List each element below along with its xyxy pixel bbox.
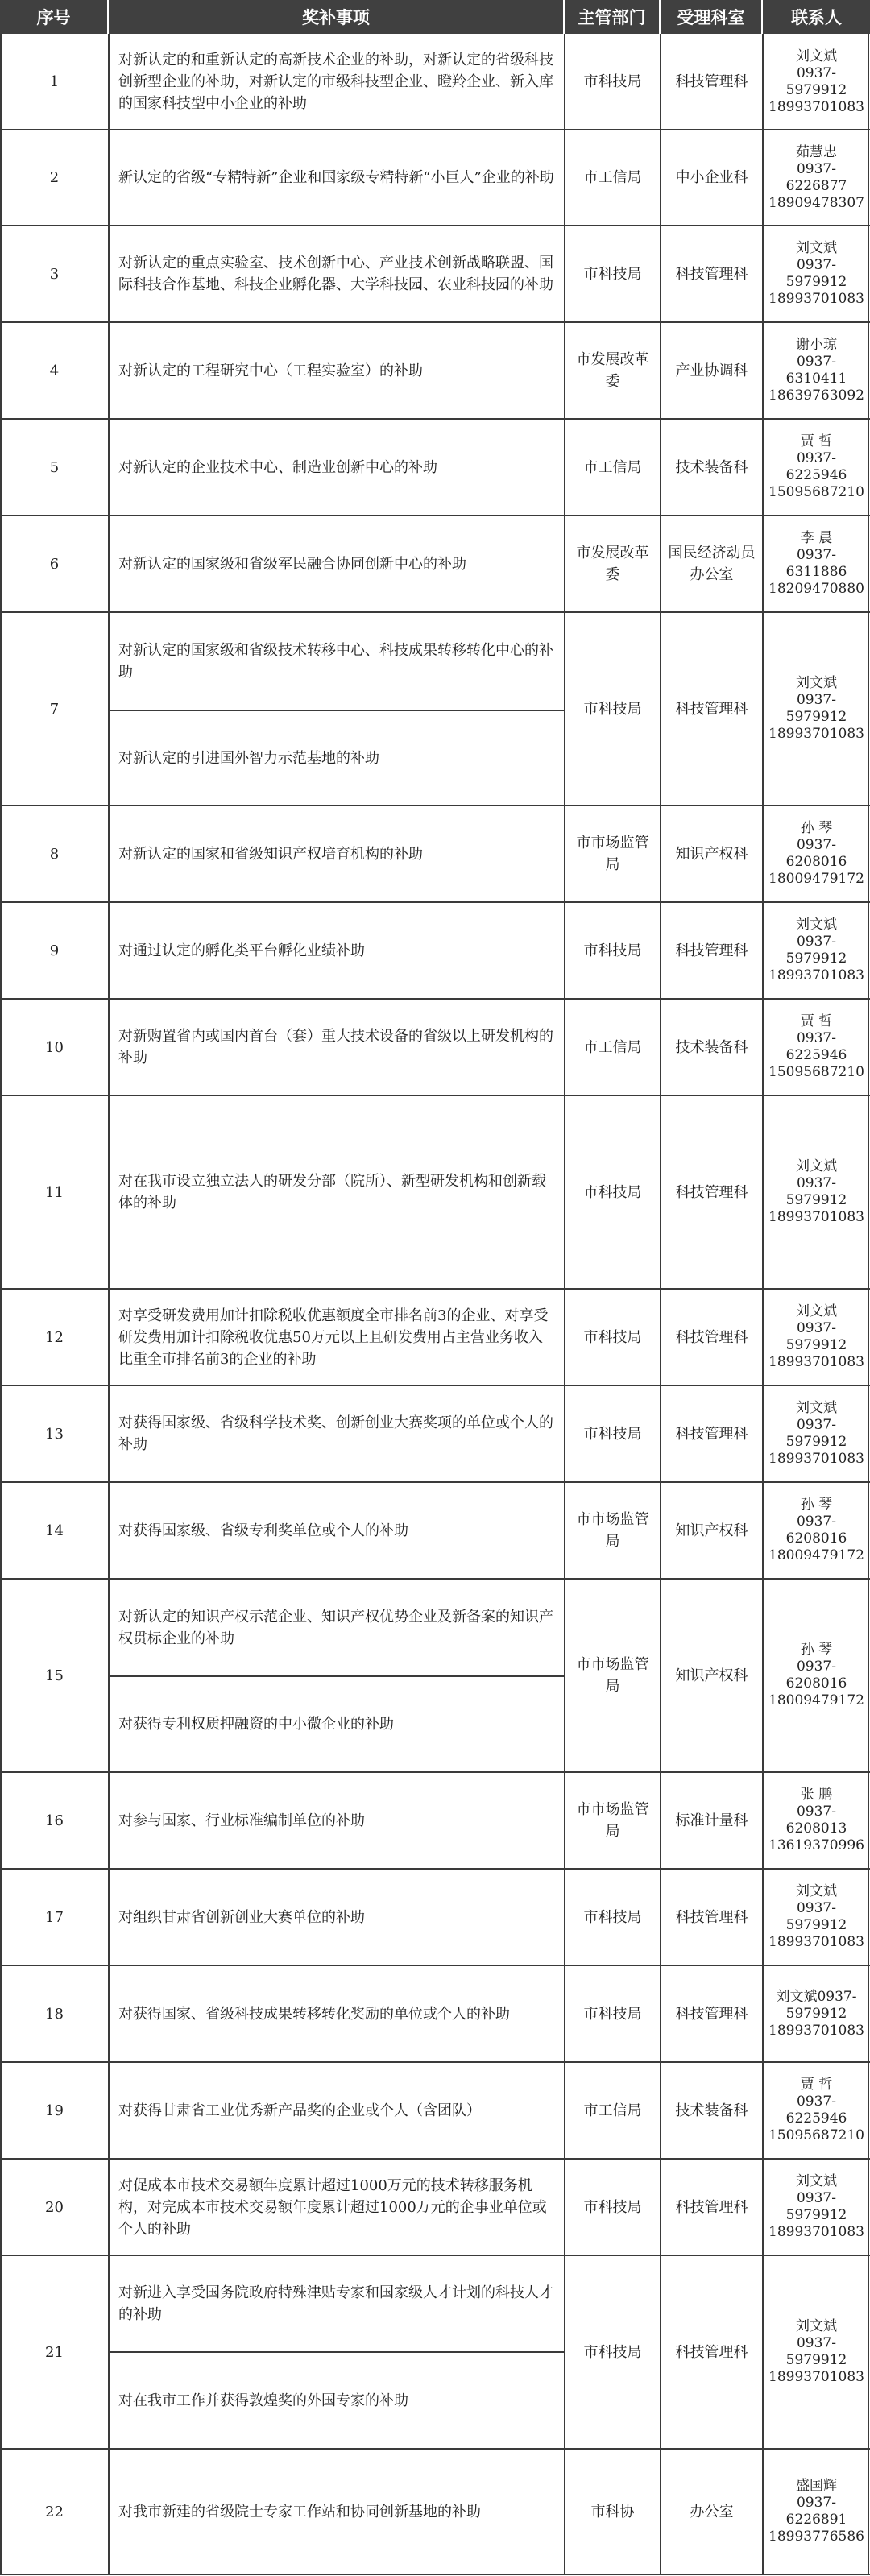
row-number: 1 [49, 73, 60, 90]
contact-line: 0937- [796, 2190, 836, 2206]
contact-line: 5979912 [785, 1917, 847, 1933]
contact-line: 刘文斌 [796, 1303, 837, 1319]
contact-line: 6225946 [785, 1047, 847, 1063]
contact-line: 18993701083 [768, 2022, 864, 2039]
row-number: 10 [45, 1038, 64, 1056]
office: 科技管理科 [675, 2005, 748, 2023]
contact-line: 孙 琴 [800, 1642, 833, 1658]
department: 市科技局 [583, 1425, 642, 1443]
column-divider [868, 34, 869, 2574]
row-number: 7 [49, 700, 60, 718]
contact-info [763, 1869, 870, 1965]
row-divider [0, 2574, 870, 2575]
office: 国民经济动员办公室 [668, 545, 756, 583]
subsidy-item: 对新认定的企业技术中心、制造业创新中心的补助 [118, 458, 437, 476]
office: 科技管理科 [675, 2343, 748, 2361]
contact-line: 6311886 [785, 564, 847, 580]
header-item: 奖补事项 [109, 0, 565, 34]
department: 市科技局 [583, 1908, 642, 1926]
contact-info [763, 612, 870, 806]
contact-line: 谢小琼 [796, 337, 837, 353]
subsidy-item: 对组织甘肃省创新创业大赛单位的补助 [118, 1908, 365, 1926]
contact-line: 孙 琴 [800, 1497, 833, 1513]
contact-line: 刘文斌0937- [776, 1988, 857, 2005]
contact-line: 18209470880 [768, 581, 864, 597]
contact-info [763, 1289, 870, 1385]
contact-info [763, 1482, 870, 1579]
contact-line: 18993701083 [768, 1209, 864, 1225]
contact-line: 5979912 [785, 1337, 847, 1353]
contact-line: 18993701083 [768, 1354, 864, 1370]
row-number: 16 [45, 1812, 64, 1829]
department: 市科技局 [583, 1183, 642, 1201]
office: 科技管理科 [675, 1425, 748, 1443]
row-number: 4 [49, 362, 60, 379]
sub-row-divider [109, 2351, 565, 2353]
contact-line: 6208016 [785, 854, 847, 870]
contact-line: 6226891 [785, 2512, 847, 2528]
department: 市科技局 [583, 2005, 642, 2023]
contact-line: 刘文斌 [796, 917, 837, 933]
subsidy-item: 对在我市工作并获得敦煌奖的外国专家的补助 [118, 2392, 408, 2409]
row-number: 2 [49, 169, 60, 186]
contact-line: 5979912 [785, 2207, 847, 2223]
contact-info [763, 1385, 870, 1482]
contact-line: 刘文斌 [796, 1400, 837, 1416]
contact-line: 18993701083 [768, 291, 864, 307]
row-number: 18 [45, 2005, 64, 2023]
contact-line: 0937- [796, 1514, 836, 1530]
department: 市市场监管局 [576, 1656, 649, 1695]
subsidy-item: 对通过认定的孵化类平台孵化业绩补助 [118, 942, 365, 959]
subsidy-item: 对在我市设立独立法人的研发分部（院所）、新型研发机构和创新载体的补助 [118, 1173, 546, 1211]
row-number: 8 [49, 845, 60, 863]
contact-line: 0937- [796, 547, 836, 563]
subsidy-item: 对获得甘肃省工业优秀新产品奖的企业或个人（含团队） [118, 2102, 481, 2119]
department: 市科技局 [583, 73, 642, 90]
department: 市工信局 [583, 2102, 642, 2119]
contact-info [763, 2062, 870, 2159]
office: 科技管理科 [675, 1183, 748, 1201]
contact-info [763, 419, 870, 516]
contact-line: 15095687210 [768, 484, 864, 500]
contact-line: 5979912 [785, 2352, 847, 2368]
department: 市发展改革委 [576, 545, 649, 583]
header-contact: 联系人 [763, 0, 870, 34]
department: 市工信局 [583, 458, 642, 476]
contact-info [763, 130, 870, 226]
contact-info [763, 2449, 870, 2574]
contact-info [763, 1095, 870, 1289]
contact-line: 刘文斌 [796, 2173, 837, 2189]
contact-line: 刘文斌 [796, 1158, 837, 1174]
contact-line: 刘文斌 [796, 48, 837, 64]
subsidy-item: 对享受研发费用加计扣除税收优惠额度全市排名前3的企业、对享受研发费用加计扣除税收优惠50万元以上且研发费用占主营业务收入比重全市排名前3的企业的补助 [118, 1307, 549, 1368]
contact-line: 0937- [796, 2495, 836, 2511]
contact-line: 盛国辉 [796, 2478, 837, 2494]
contact-line: 18993776586 [768, 2528, 864, 2545]
contact-line: 0937- [796, 1804, 836, 1820]
subsidy-item: 对新认定的和重新认定的高新技术企业的补助，对新认定的省级科技创新型企业的补助，对新认定的市级科技型企业、瞪羚企业、新入库的国家科技型中小企业的补助 [118, 52, 553, 112]
contact-line: 0937- [796, 692, 836, 708]
subsidy-item: 对新购置省内或国内首台（套）重大技术设备的省级以上研发机构的补助 [118, 1028, 553, 1066]
office: 技术装备科 [675, 1038, 748, 1056]
department: 市科技局 [583, 2343, 642, 2361]
department: 市市场监管局 [576, 835, 649, 873]
subsidy-item: 对新认定的国家和省级知识产权培育机构的补助 [118, 845, 423, 863]
subsidy-item: 对我市新建的省级院士专家工作站和协同创新基地的补助 [118, 2503, 481, 2520]
contact-info [763, 34, 870, 130]
contact-line: 6226877 [785, 177, 847, 194]
contact-info [763, 1772, 870, 1869]
subsidy-item: 对新认定的重点实验室、技术创新中心、产业技术创新战略联盟、国际科技合作基地、科技企业孵化器、大学科技园、农业科技园的补助 [118, 255, 553, 293]
contact-line: 5979912 [785, 81, 847, 98]
row-number: 13 [45, 1425, 64, 1443]
contact-info [763, 806, 870, 902]
contact-line: 5979912 [785, 2005, 847, 2022]
contact-info [763, 2159, 870, 2255]
office: 科技管理科 [675, 265, 748, 283]
column-divider [762, 34, 764, 2574]
contact-line: 0937- [796, 354, 836, 370]
contact-line: 18993701083 [768, 2369, 864, 2385]
contact-line: 6208013 [785, 1820, 847, 1837]
row-number: 21 [45, 2343, 64, 2361]
contact-line: 18639763092 [768, 387, 864, 404]
contact-line: 0937- [796, 1900, 836, 1916]
contact-line: 6208016 [785, 1675, 847, 1692]
office: 科技管理科 [675, 2198, 748, 2216]
row-number: 9 [49, 942, 60, 959]
office: 中小企业科 [675, 169, 748, 186]
office: 技术装备科 [675, 2102, 748, 2119]
contact-line: 6310411 [785, 371, 847, 387]
office: 产业协调科 [675, 362, 748, 379]
contact-line: 刘文斌 [796, 2318, 837, 2334]
subsidy-item: 对新认定的国家级和省级军民融合协同创新中心的补助 [118, 555, 466, 573]
row-number: 19 [45, 2102, 64, 2119]
contact-line: 张 鹏 [800, 1787, 833, 1803]
contact-line: 0937- [796, 1030, 836, 1046]
office: 知识产权科 [675, 1667, 748, 1684]
contact-line: 贾 哲 [800, 2077, 833, 2093]
subsidy-item: 新认定的省级“专精特新”企业和国家级专精特新“小巨人”企业的补助 [118, 169, 554, 186]
contact-line: 李 晨 [800, 530, 833, 546]
column-divider [660, 34, 661, 2574]
contact-line: 18993701083 [768, 726, 864, 742]
row-number: 5 [49, 458, 60, 476]
contact-line: 18993701083 [768, 1451, 864, 1467]
contact-line: 0937- [796, 1417, 836, 1433]
row-number: 17 [45, 1908, 64, 1926]
subsidy-item: 对新认定的工程研究中心（工程实验室）的补助 [118, 362, 423, 379]
contact-line: 茹慧忠 [796, 143, 837, 160]
office: 知识产权科 [675, 1522, 748, 1539]
column-divider [108, 34, 110, 2574]
header-office: 受理科室 [661, 0, 763, 34]
subsidy-item: 对促成本市技术交易额年度累计超过1000万元的技术转移服务机构，对完成本市技术交易额年度累计超过1000万元的企事业单位或个人的补助 [118, 2176, 547, 2238]
department: 市工信局 [583, 1038, 642, 1056]
contact-line: 5979912 [785, 950, 847, 967]
office: 标准计量科 [675, 1812, 748, 1829]
row-number: 22 [45, 2503, 64, 2520]
office: 科技管理科 [675, 942, 748, 959]
row-number: 6 [49, 555, 60, 573]
office: 科技管理科 [675, 1328, 748, 1346]
contact-line: 0937- [796, 1320, 836, 1336]
department: 市市场监管局 [576, 1511, 649, 1550]
row-number: 11 [45, 1183, 64, 1201]
row-number: 14 [45, 1522, 64, 1539]
contact-line: 0937- [796, 257, 836, 273]
office: 科技管理科 [675, 1908, 748, 1926]
contact-info [763, 999, 870, 1095]
contact-line: 刘文斌 [796, 675, 837, 691]
contact-line: 0937- [796, 934, 836, 950]
header-num: 序号 [0, 0, 109, 34]
office: 科技管理科 [675, 700, 748, 718]
contact-line: 18993701083 [768, 967, 864, 984]
contact-line: 13619370996 [768, 1837, 864, 1853]
contact-line: 6225946 [785, 2110, 847, 2127]
department: 市发展改革委 [576, 351, 649, 390]
contact-line: 0937- [796, 2094, 836, 2110]
department: 市科协 [590, 2503, 635, 2520]
contact-line: 18993701083 [768, 98, 864, 115]
contact-info [763, 1579, 870, 1772]
contact-line: 5979912 [785, 1192, 847, 1208]
subsidy-item: 对新进入享受国务院政府特殊津贴专家和国家级人才计划的科技人才的补助 [118, 2284, 553, 2323]
contact-line: 孙 琴 [800, 820, 833, 836]
subsidy-item: 对获得国家级、省级专利奖单位或个人的补助 [118, 1522, 408, 1539]
subsidy-item: 对新认定的国家级和省级技术转移中心、科技成果转移转化中心的补助 [118, 642, 553, 681]
contact-line: 15095687210 [768, 1064, 864, 1080]
subsidy-item: 对获得专利权质押融资的中小微企业的补助 [118, 1716, 394, 1733]
contact-line: 6225946 [785, 467, 847, 483]
column-divider [0, 34, 2, 2574]
contact-line: 0937- [796, 1175, 836, 1191]
department: 市科技局 [583, 265, 642, 283]
department: 市工信局 [583, 169, 642, 186]
department: 市科技局 [583, 2198, 642, 2216]
contact-info [763, 1965, 870, 2062]
department: 市科技局 [583, 942, 642, 959]
contact-line: 5979912 [785, 709, 847, 725]
contact-line: 18993701083 [768, 2224, 864, 2240]
contact-line: 18009479172 [768, 1547, 864, 1563]
sub-row-divider [109, 710, 565, 711]
department: 市市场监管局 [576, 1801, 649, 1840]
sub-row-divider [109, 1675, 565, 1677]
contact-info [763, 226, 870, 322]
subsidy-item: 对新认定的知识产权示范企业、知识产权优势企业及新备案的知识产权贯标企业的补助 [118, 1608, 553, 1647]
contact-line: 0937- [796, 64, 836, 81]
contact-line: 15095687210 [768, 2127, 864, 2143]
office: 科技管理科 [675, 73, 748, 90]
contact-line: 5979912 [785, 1434, 847, 1450]
contact-line: 刘文斌 [796, 240, 837, 256]
column-divider [564, 34, 566, 2574]
row-number: 12 [45, 1328, 64, 1346]
row-number: 20 [45, 2198, 64, 2216]
subsidy-item: 对参与国家、行业标准编制单位的补助 [118, 1812, 365, 1829]
contact-line: 0937- [796, 450, 836, 466]
contact-line: 0937- [796, 837, 836, 853]
subsidy-item: 对获得国家级、省级科学技术奖、创新创业大赛奖项的单位或个人的补助 [118, 1414, 553, 1453]
contact-info [763, 2255, 870, 2449]
contact-line: 0937- [796, 2335, 836, 2351]
contact-line: 18009479172 [768, 1692, 864, 1708]
office: 技术装备科 [675, 458, 748, 476]
contact-line: 6208016 [785, 1530, 847, 1547]
office: 知识产权科 [675, 845, 748, 863]
contact-info [763, 516, 870, 612]
row-number: 3 [49, 265, 60, 283]
department: 市科技局 [583, 1328, 642, 1346]
contact-line: 贾 哲 [800, 1013, 833, 1029]
contact-line: 0937- [796, 1659, 836, 1675]
contact-info [763, 322, 870, 419]
contact-info [763, 902, 870, 999]
department: 市科技局 [583, 700, 642, 718]
subsidy-item: 对获得国家、省级科技成果转移转化奖励的单位或个人的补助 [118, 2005, 510, 2023]
contact-line: 18909478307 [768, 194, 864, 211]
contact-line: 0937- [796, 160, 836, 177]
office: 办公室 [690, 2503, 734, 2520]
header-dept: 主管部门 [565, 0, 661, 34]
row-number: 15 [45, 1667, 64, 1684]
subsidy-item: 对新认定的引进国外智力示范基地的补助 [118, 749, 379, 767]
contact-line: 5979912 [785, 274, 847, 290]
contact-line: 18009479172 [768, 871, 864, 887]
contact-line: 刘文斌 [796, 1883, 837, 1899]
contact-line: 贾 哲 [800, 433, 833, 449]
contact-line: 18993701083 [768, 1934, 864, 1950]
